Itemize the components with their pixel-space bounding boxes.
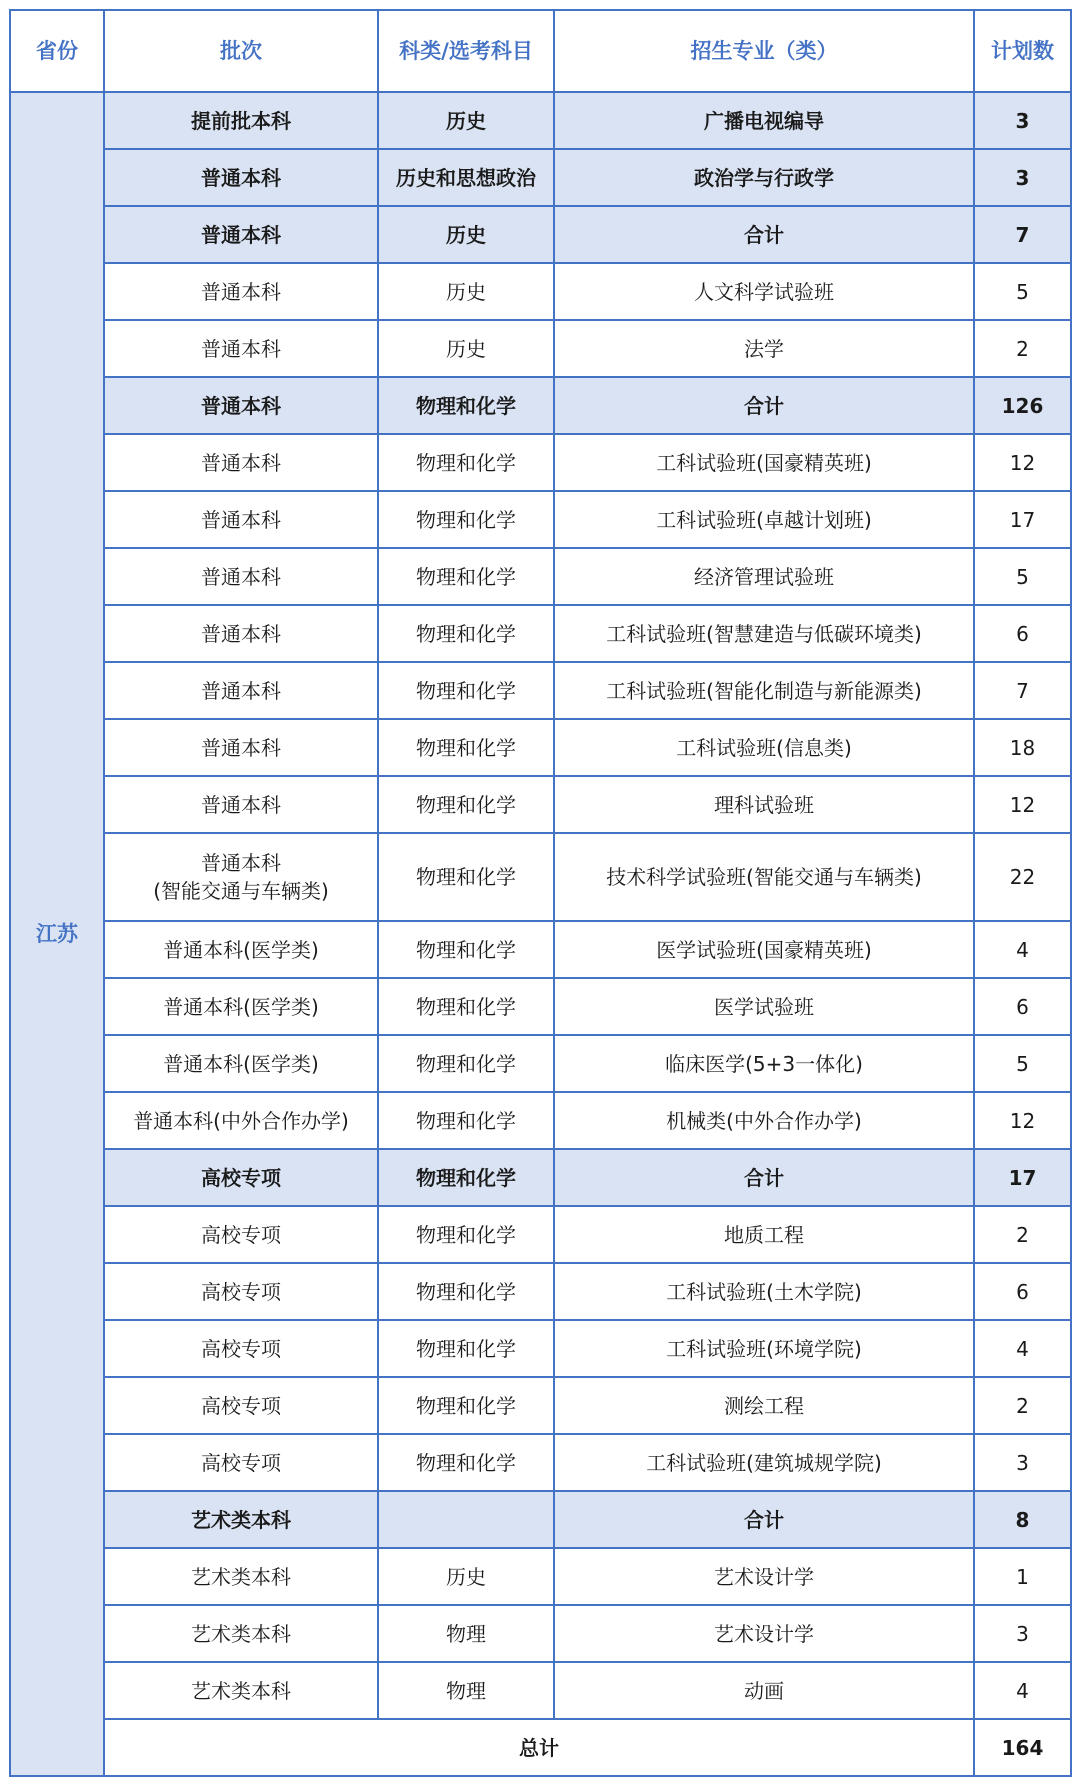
table-row <box>10 605 1071 662</box>
batch-cell: 高校专项 <box>104 1206 378 1263</box>
batch-cell: 普通本科 <box>104 776 378 833</box>
major-cell: 工科试验班(建筑城规学院) <box>554 1434 974 1491</box>
subject-cell: 物理和化学 <box>378 1263 554 1320</box>
batch-cell: 普通本科 <box>104 605 378 662</box>
major-cell: 合计 <box>554 1149 974 1206</box>
major-cell: 测绘工程 <box>554 1377 974 1434</box>
table-body <box>10 92 1071 1776</box>
major-cell: 动画 <box>554 1662 974 1719</box>
batch-line-2: (智能交通与车辆类) <box>153 879 329 903</box>
plan-cell: 4 <box>974 921 1071 978</box>
plan-cell: 6 <box>974 605 1071 662</box>
batch-cell: 高校专项 <box>104 1149 378 1206</box>
table-row <box>10 662 1071 719</box>
subject-cell: 物理和化学 <box>378 434 554 491</box>
plan-cell: 3 <box>974 1605 1071 1662</box>
plan-cell: 5 <box>974 263 1071 320</box>
batch-cell: 艺术类本科 <box>104 1662 378 1719</box>
table-row <box>10 1434 1071 1491</box>
subtotal-row <box>10 92 1071 149</box>
plan-cell: 126 <box>974 377 1071 434</box>
subtotal-row <box>10 1149 1071 1206</box>
table-row <box>10 719 1071 776</box>
major-cell: 合计 <box>554 206 974 263</box>
subject-cell: 物理和化学 <box>378 491 554 548</box>
table-row <box>10 548 1071 605</box>
table-row <box>10 1263 1071 1320</box>
subject-cell: 物理和化学 <box>378 1320 554 1377</box>
subject-cell: 历史 <box>378 320 554 377</box>
table-row <box>10 320 1071 377</box>
batch-cell: 普通本科 <box>104 320 378 377</box>
major-cell: 合计 <box>554 1491 974 1548</box>
batch-cell <box>104 833 378 921</box>
major-cell: 工科试验班(智慧建造与低碳环境类) <box>554 605 974 662</box>
batch-line-1: 普通本科 <box>201 851 281 875</box>
plan-cell: 3 <box>974 149 1071 206</box>
table-row <box>10 263 1071 320</box>
batch-cell: 普通本科 <box>104 491 378 548</box>
batch-cell: 高校专项 <box>104 1434 378 1491</box>
header-batch: 批次 <box>104 10 378 92</box>
header-plan: 计划数 <box>974 10 1071 92</box>
plan-cell: 12 <box>974 434 1071 491</box>
major-cell: 理科试验班 <box>554 776 974 833</box>
plan-cell: 2 <box>974 320 1071 377</box>
major-cell: 法学 <box>554 320 974 377</box>
major-cell: 地质工程 <box>554 1206 974 1263</box>
major-cell: 经济管理试验班 <box>554 548 974 605</box>
subject-cell: 物理和化学 <box>378 377 554 434</box>
admission-plan-table <box>9 9 1072 1777</box>
table-row <box>10 1662 1071 1719</box>
plan-cell: 12 <box>974 1092 1071 1149</box>
plan-cell: 18 <box>974 719 1071 776</box>
major-cell: 医学试验班(国豪精英班) <box>554 921 974 978</box>
subject-cell: 历史 <box>378 92 554 149</box>
table-row <box>10 776 1071 833</box>
batch-cell: 普通本科 <box>104 263 378 320</box>
subject-cell: 物理和化学 <box>378 548 554 605</box>
plan-cell: 22 <box>974 833 1071 921</box>
plan-cell: 4 <box>974 1320 1071 1377</box>
subject-cell: 物理 <box>378 1605 554 1662</box>
batch-cell: 普通本科 <box>104 206 378 263</box>
plan-cell: 5 <box>974 548 1071 605</box>
subject-cell: 历史 <box>378 1548 554 1605</box>
table-row <box>10 1206 1071 1263</box>
table-row <box>10 1377 1071 1434</box>
batch-cell: 普通本科(医学类) <box>104 978 378 1035</box>
major-cell: 临床医学(5+3一体化) <box>554 1035 974 1092</box>
batch-cell: 普通本科(医学类) <box>104 1035 378 1092</box>
plan-cell: 7 <box>974 206 1071 263</box>
major-cell: 工科试验班(环境学院) <box>554 1320 974 1377</box>
table-row <box>10 1320 1071 1377</box>
plan-cell: 2 <box>974 1377 1071 1434</box>
major-cell: 艺术设计学 <box>554 1548 974 1605</box>
major-cell: 医学试验班 <box>554 978 974 1035</box>
header-province: 省份 <box>10 10 104 92</box>
major-cell: 工科试验班(土木学院) <box>554 1263 974 1320</box>
batch-cell: 普通本科 <box>104 149 378 206</box>
total-row <box>10 1719 1071 1776</box>
total-label: 总计 <box>104 1719 974 1776</box>
batch-cell: 普通本科 <box>104 548 378 605</box>
subject-cell: 物理和化学 <box>378 1092 554 1149</box>
table-row <box>10 491 1071 548</box>
table-row <box>10 1548 1071 1605</box>
batch-cell: 普通本科(中外合作办学) <box>104 1092 378 1149</box>
subject-cell: 物理和化学 <box>378 1434 554 1491</box>
subject-cell: 物理和化学 <box>378 719 554 776</box>
subtotal-row <box>10 206 1071 263</box>
major-cell: 合计 <box>554 377 974 434</box>
major-cell: 技术科学试验班(智能交通与车辆类) <box>554 833 974 921</box>
subject-cell: 物理 <box>378 1662 554 1719</box>
major-cell: 政治学与行政学 <box>554 149 974 206</box>
table-row <box>10 978 1071 1035</box>
header-subject: 科类/选考科目 <box>378 10 554 92</box>
table-row <box>10 921 1071 978</box>
plan-cell: 8 <box>974 1491 1071 1548</box>
plan-cell: 3 <box>974 1434 1071 1491</box>
batch-cell: 普通本科(医学类) <box>104 921 378 978</box>
subject-cell: 历史 <box>378 206 554 263</box>
major-cell: 广播电视编导 <box>554 92 974 149</box>
batch-cell: 普通本科 <box>104 434 378 491</box>
table-row <box>10 1605 1071 1662</box>
batch-cell: 高校专项 <box>104 1320 378 1377</box>
plan-cell: 5 <box>974 1035 1071 1092</box>
subject-cell: 历史 <box>378 263 554 320</box>
table-row <box>10 1092 1071 1149</box>
plan-cell: 1 <box>974 1548 1071 1605</box>
batch-cell: 艺术类本科 <box>104 1605 378 1662</box>
batch-cell: 艺术类本科 <box>104 1548 378 1605</box>
plan-cell: 17 <box>974 491 1071 548</box>
major-cell: 艺术设计学 <box>554 1605 974 1662</box>
table-row <box>10 1035 1071 1092</box>
subject-cell: 物理和化学 <box>378 921 554 978</box>
subject-cell: 物理和化学 <box>378 1377 554 1434</box>
subject-cell: 物理和化学 <box>378 1035 554 1092</box>
subtotal-row <box>10 377 1071 434</box>
subtotal-row <box>10 149 1071 206</box>
batch-cell: 艺术类本科 <box>104 1491 378 1548</box>
subject-cell: 物理和化学 <box>378 1149 554 1206</box>
subject-cell: 历史和思想政治 <box>378 149 554 206</box>
plan-cell: 12 <box>974 776 1071 833</box>
major-cell: 工科试验班(智能化制造与新能源类) <box>554 662 974 719</box>
batch-cell: 普通本科 <box>104 719 378 776</box>
total-plan: 164 <box>974 1719 1071 1776</box>
subject-cell <box>378 1491 554 1548</box>
batch-cell: 普通本科 <box>104 377 378 434</box>
subject-cell: 物理和化学 <box>378 662 554 719</box>
subject-cell: 物理和化学 <box>378 776 554 833</box>
plan-cell: 2 <box>974 1206 1071 1263</box>
subject-cell: 物理和化学 <box>378 833 554 921</box>
plan-cell: 7 <box>974 662 1071 719</box>
plan-cell: 4 <box>974 1662 1071 1719</box>
batch-cell: 普通本科 <box>104 662 378 719</box>
plan-cell: 6 <box>974 978 1071 1035</box>
major-cell: 机械类(中外合作办学) <box>554 1092 974 1149</box>
batch-cell: 高校专项 <box>104 1263 378 1320</box>
plan-cell: 17 <box>974 1149 1071 1206</box>
plan-cell: 6 <box>974 1263 1071 1320</box>
plan-cell: 3 <box>974 92 1071 149</box>
subject-cell: 物理和化学 <box>378 1206 554 1263</box>
batch-cell: 高校专项 <box>104 1377 378 1434</box>
major-cell: 工科试验班(国豪精英班) <box>554 434 974 491</box>
table-row <box>10 833 1071 921</box>
table-row <box>10 434 1071 491</box>
subject-cell: 物理和化学 <box>378 978 554 1035</box>
major-cell: 工科试验班(卓越计划班) <box>554 491 974 548</box>
province-cell: 江苏 <box>10 92 104 1776</box>
major-cell: 人文科学试验班 <box>554 263 974 320</box>
subtotal-row <box>10 1491 1071 1548</box>
header-major: 招生专业（类） <box>554 10 974 92</box>
batch-cell: 提前批本科 <box>104 92 378 149</box>
table-header-row <box>10 10 1071 92</box>
major-cell: 工科试验班(信息类) <box>554 719 974 776</box>
subject-cell: 物理和化学 <box>378 605 554 662</box>
admission-plan-table-container <box>9 9 1070 1777</box>
